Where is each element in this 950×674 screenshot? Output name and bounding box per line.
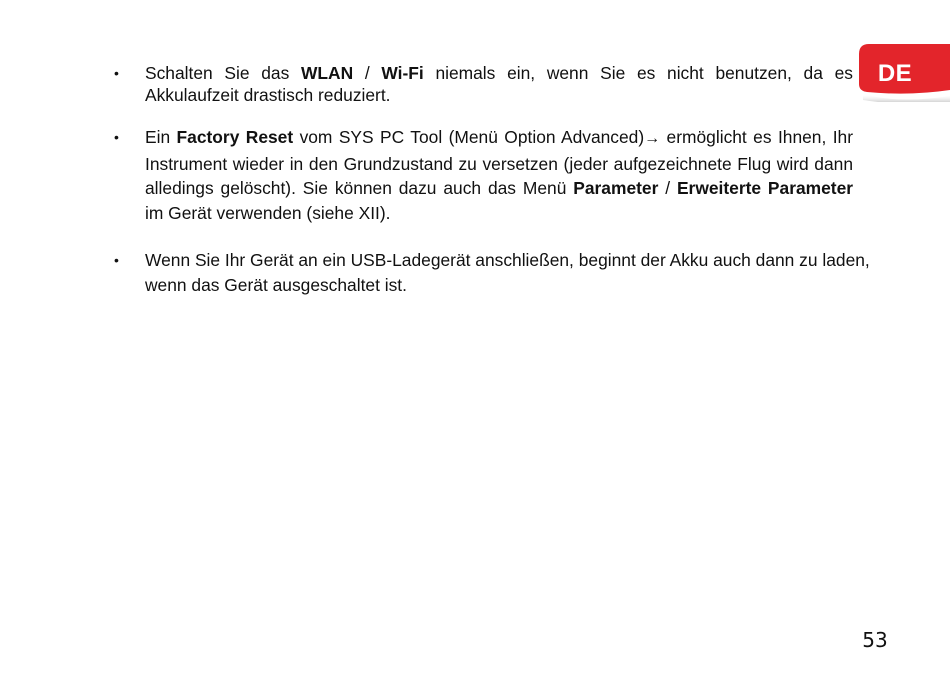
bullet-dot: • bbox=[114, 252, 119, 268]
page-number: 53 bbox=[862, 628, 888, 652]
text-segment: im Gerät verwenden (siehe XII). bbox=[145, 202, 391, 223]
bold-term-wlan: WLAN bbox=[300, 63, 354, 83]
text-segment: Ein bbox=[145, 127, 177, 147]
text-segment: / bbox=[658, 178, 677, 198]
bullet-text bbox=[145, 125, 853, 225]
arrow-right-icon: → bbox=[644, 130, 661, 147]
bullet-dot: • bbox=[114, 129, 119, 145]
bullet-text bbox=[145, 62, 853, 106]
bold-term-wifi: Wi-Fi bbox=[381, 63, 424, 83]
bold-term-parameter: Parameter bbox=[573, 178, 659, 198]
language-tab-label: DE bbox=[877, 60, 913, 87]
text-segment: Schalten Sie das bbox=[145, 63, 301, 83]
bold-term-factory-reset: Factory Reset bbox=[176, 127, 294, 147]
list-item bbox=[114, 62, 853, 106]
bullet-text: Wenn Sie Ihr Gerät an ein USB-Ladegerät anschließen, beginnt der Akku auch dann zu laden, wenn das Gerät ausgeschaltet ist. bbox=[145, 250, 870, 295]
language-tab-de bbox=[859, 44, 950, 102]
text-segment: vom SYS PC Tool (Menü Option Advanced) bbox=[293, 127, 645, 147]
text-segment: niemals ein, wenn Sie es nicht benutzen, da es Akkulaufzeit drastisch reduziert. bbox=[145, 63, 853, 105]
list-item bbox=[114, 248, 887, 297]
text-segment: ermöglicht es Ihnen, Ihr Instrument wieder in den Grundzustand zu versetzen (jeder aufgezeichnete Flug wird dann alledings gelöscht). Sie können dazu auch das Menü bbox=[145, 127, 854, 198]
bold-term-erweiterte-parameter: Erweiterte Parameter bbox=[676, 178, 854, 198]
list-item bbox=[114, 125, 854, 225]
bullet-dot: • bbox=[114, 65, 119, 81]
text-segment: / bbox=[353, 63, 382, 83]
